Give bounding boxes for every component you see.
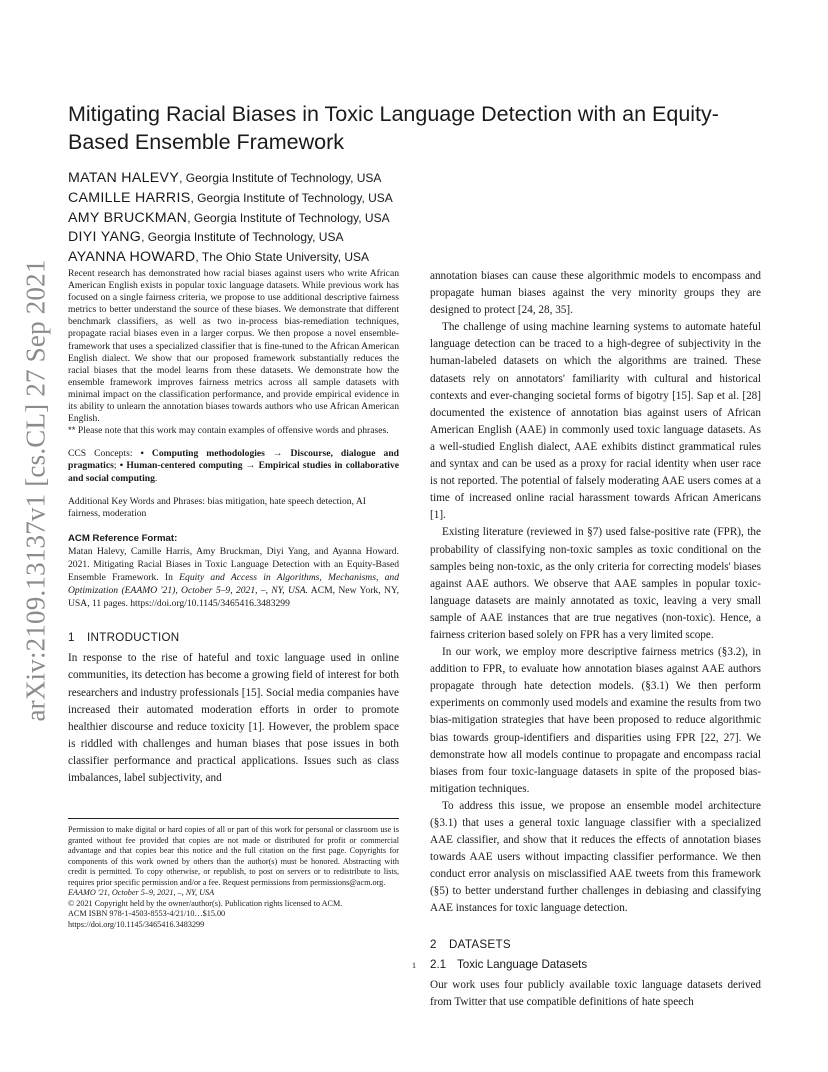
arxiv-stamp bbox=[16, 258, 56, 722]
acm-reference-doi-text: ACM, New York, NY, USA, 11 pages. https://doi.org/10.1145/3465416.3483299 bbox=[68, 585, 399, 610]
ccs-bullet: • bbox=[119, 460, 127, 472]
author-entry bbox=[68, 227, 768, 247]
author-affiliation: , Georgia Institute of Technology, USA bbox=[141, 230, 344, 245]
section-heading bbox=[430, 937, 761, 953]
section-title: INTRODUCTION bbox=[87, 631, 180, 645]
body-paragraph: To address this issue, we propose an ensemble model architecture (§3.1) that uses a general toxic language classifier with a specialized AAE classifier, and show that it reduces the effects of annotation biases towards AAE users without impacting classifier performance. We then conduct error analysis on misclassified AAE tweets from this framework (§5) to better understand further challenges in debiasing and classifying AAE instances for toxic language detection. bbox=[430, 799, 761, 915]
acm-reference bbox=[68, 545, 399, 610]
content-warning-text: Please note that this work may contain examples of offensive words and phrases. bbox=[75, 425, 389, 437]
body-paragraph: Existing literature (reviewed in §7) used false-positive rate (FPR), the probability of classifying non-toxic samples as toxic conditional on the samples being non-toxic, as the only criteria for correcting models' biases against AAE authors. We observe that AAE samples in popular toxic-language datasets are mainly annotated as toxic, leaving a very small sample of AAE instances that are true negatives (non-toxic). Hence, a fairness criterion based solely on FPR has a very limited scope. bbox=[430, 526, 761, 641]
permission-notice: Permission to make digital or hard copies of all or part of this work for personal or classroom use is granted without fee provided that copies are not made or distributed for profit or commercial advantage and that copies bear this notice and the full citation on the first page. Copyrights for components of this work owned by others than the author(s) must be honored. Abstracting with credit is permitted. To copy otherwise, or republish, to post on servers or to redistribute to lists, requires prior specific permission and/or a fee. Request permissions from permissions@acm.org. bbox=[68, 825, 399, 887]
keywords: Additional Key Words and Phrases: bias mitigation, hate speech detection, AI fairness, moderation bbox=[68, 495, 366, 520]
author-entry bbox=[68, 188, 768, 208]
ccs-concept: Computing methodologies → Discourse, dialogue and pragmatics bbox=[68, 447, 399, 472]
author-entry bbox=[68, 168, 768, 188]
conference-line bbox=[68, 888, 399, 899]
ccs-concept: Human-centered computing → Empirical studies in collaborative and social computing bbox=[68, 460, 399, 484]
page-number: 1 bbox=[411, 960, 417, 970]
abstract bbox=[68, 268, 399, 425]
author-list bbox=[68, 168, 768, 267]
conference-text: EAAMO '21, October 5–9, 2021, –, NY, USA bbox=[68, 888, 215, 897]
abstract-text: Recent research has demonstrated how racial biases against users who write African American English exists in popular toxic language datasets. While previous work has focused on a single fairness criteria, we propose to use additional descriptive fairness metrics to better understand the source of these biases. We demonstrate that different benchmark classifiers, as well as two in-process bias-remediation techniques, propagate racial biases even in a larger corpus. We then propose a novel ensemble-framework that uses a specialized classifier that is fine-tuned to the African American English dialect. We show that our proposed framework substantially reduces the racial biases that the model learns from these datasets. We demonstrate how the ensemble framework improves fairness metrics across all sample datasets with minimal impact on the classification performance, and provide empirical evidence in its ability to unlearn the annotation biases towards authors who use African American English. bbox=[68, 268, 399, 425]
author-affiliation: , Georgia Institute of Technology, USA bbox=[179, 171, 382, 185]
section-number: 2 bbox=[430, 937, 437, 951]
author-name: CAMILLE HARRIS bbox=[68, 189, 191, 206]
author-name: MATAN HALEVY bbox=[68, 170, 180, 186]
subsection-number: 2.1 bbox=[430, 957, 447, 971]
acm-reference-text: Matan Halevy, Camille Harris, Amy Bruckman, Diyi Yang, and Ayanna Howard. 2021. Mitigating Racial Biases in Toxic Language Detection with an Equity-Based Ensemble Framework. In bbox=[68, 546, 399, 584]
author-name: AMY BRUCKMAN bbox=[68, 209, 188, 226]
content-warning-mark: ** bbox=[68, 425, 76, 437]
body-paragraph: annotation biases can cause these algorithmic models to encompass and propagate human biases against the very minority groups they are designed to protect [24, 28, 35]. bbox=[430, 270, 761, 317]
body-paragraph: Our work uses four publicly available toxic language datasets derived from Twitter that use compatible definitions of hate speech bbox=[430, 978, 761, 1008]
ccs-concepts bbox=[68, 448, 399, 486]
acm-reference-heading: ACM Reference Format: bbox=[68, 532, 178, 544]
right-column bbox=[430, 268, 761, 1011]
copyright-line: © 2021 Copyright held by the owner/author(s). Publication rights licensed to ACM. bbox=[68, 898, 343, 908]
ccs-separator: ; bbox=[113, 460, 120, 472]
author-entry bbox=[68, 247, 768, 267]
content-warning bbox=[68, 425, 399, 438]
author-affiliation: , Georgia Institute of Technology, USA bbox=[187, 210, 390, 225]
body-paragraph: The challenge of using machine learning systems to automate hateful language detection can be traced to a high-degree of subjectivity in the human-labeled datasets on which the algorithms are trained. These datasets rely on annotators' familiarity with cultural and historical contexts and ever-changing societal forms of bigotry [15]. Sap et al. [28] documented the existence of annotation bias against users of African American English (AAE) in commonly used toxic language datasets. As a well-studied English dialect, AAE exhibits distinct grammatical rules and syntax and can be used as a proxy for racial identity when user race is not reported. The potential of falsely moderating AAE users comes at a time of increased online racial harassment towards African Americans [1]. bbox=[430, 321, 761, 522]
doi-line: https://doi.org/10.1145/3465416.3483299 bbox=[68, 919, 205, 929]
section-title: DATASETS bbox=[449, 937, 511, 951]
section-heading bbox=[68, 630, 399, 646]
subsection-title: Toxic Language Datasets bbox=[457, 957, 588, 971]
author-name: DIYI YANG bbox=[68, 229, 142, 246]
footnote bbox=[68, 818, 399, 930]
ccs-bullet: • bbox=[140, 447, 152, 459]
ccs-end: . bbox=[154, 473, 158, 484]
author-name: AYANNA HOWARD bbox=[68, 249, 196, 266]
left-column bbox=[68, 268, 399, 787]
body-paragraph: In our work, we employ more descriptive fairness metrics (§3.2), in addition to FPR, to evaluate how annotation biases against AAE authors propagate through hate detection models. (§3.1) We then perform experiments on commonly used models and examine the results from two bias-mitigation strategies that have been proposed to reduce algorithmic bias towards group-identifiers and disparities using FPR [22, 27]. We demonstrate how all models continue to propagate and encompass racial biases from four toxic-language datasets in spite of the proposed bias-mitigation techniques. bbox=[430, 646, 761, 795]
paper-title: Mitigating Racial Biases in Toxic Language Detection with an Equity-Based Ensemble Framework bbox=[68, 102, 719, 154]
author-affiliation: , Georgia Institute of Technology, USA bbox=[190, 190, 393, 205]
isbn-line: ACM ISBN 978-1-4503-8553-4/21/10…$15.00 bbox=[68, 909, 226, 918]
author-affiliation: , The Ohio State University, USA bbox=[195, 250, 370, 265]
author-entry bbox=[68, 208, 768, 228]
body-paragraph: In response to the rise of hateful and toxic language used in online communities, its detection has become a growing field of interest for both researchers and industry professionals [15]. Social media companies have increased their automated moderation efforts in order to promote healthier discourse and reduce toxicity [1]. However, the problem space is riddled with challenges and human biases that pose issues in both classifier performance and practical applications. Issues such as class imbalances, label subjectivity, and bbox=[68, 652, 399, 785]
acm-reference-venue: Equity and Access in Algorithms, Mechanisms, and Optimization (EAAMO '21), October 5–9, 2021, –, NY, USA. bbox=[68, 572, 399, 597]
section-number: 1 bbox=[68, 631, 75, 645]
arxiv-stamp-text: arXiv:2109.13137v1 [cs.CL] 27 Sep 2021 bbox=[20, 258, 51, 722]
ccs-label: CCS Concepts: bbox=[68, 447, 141, 459]
